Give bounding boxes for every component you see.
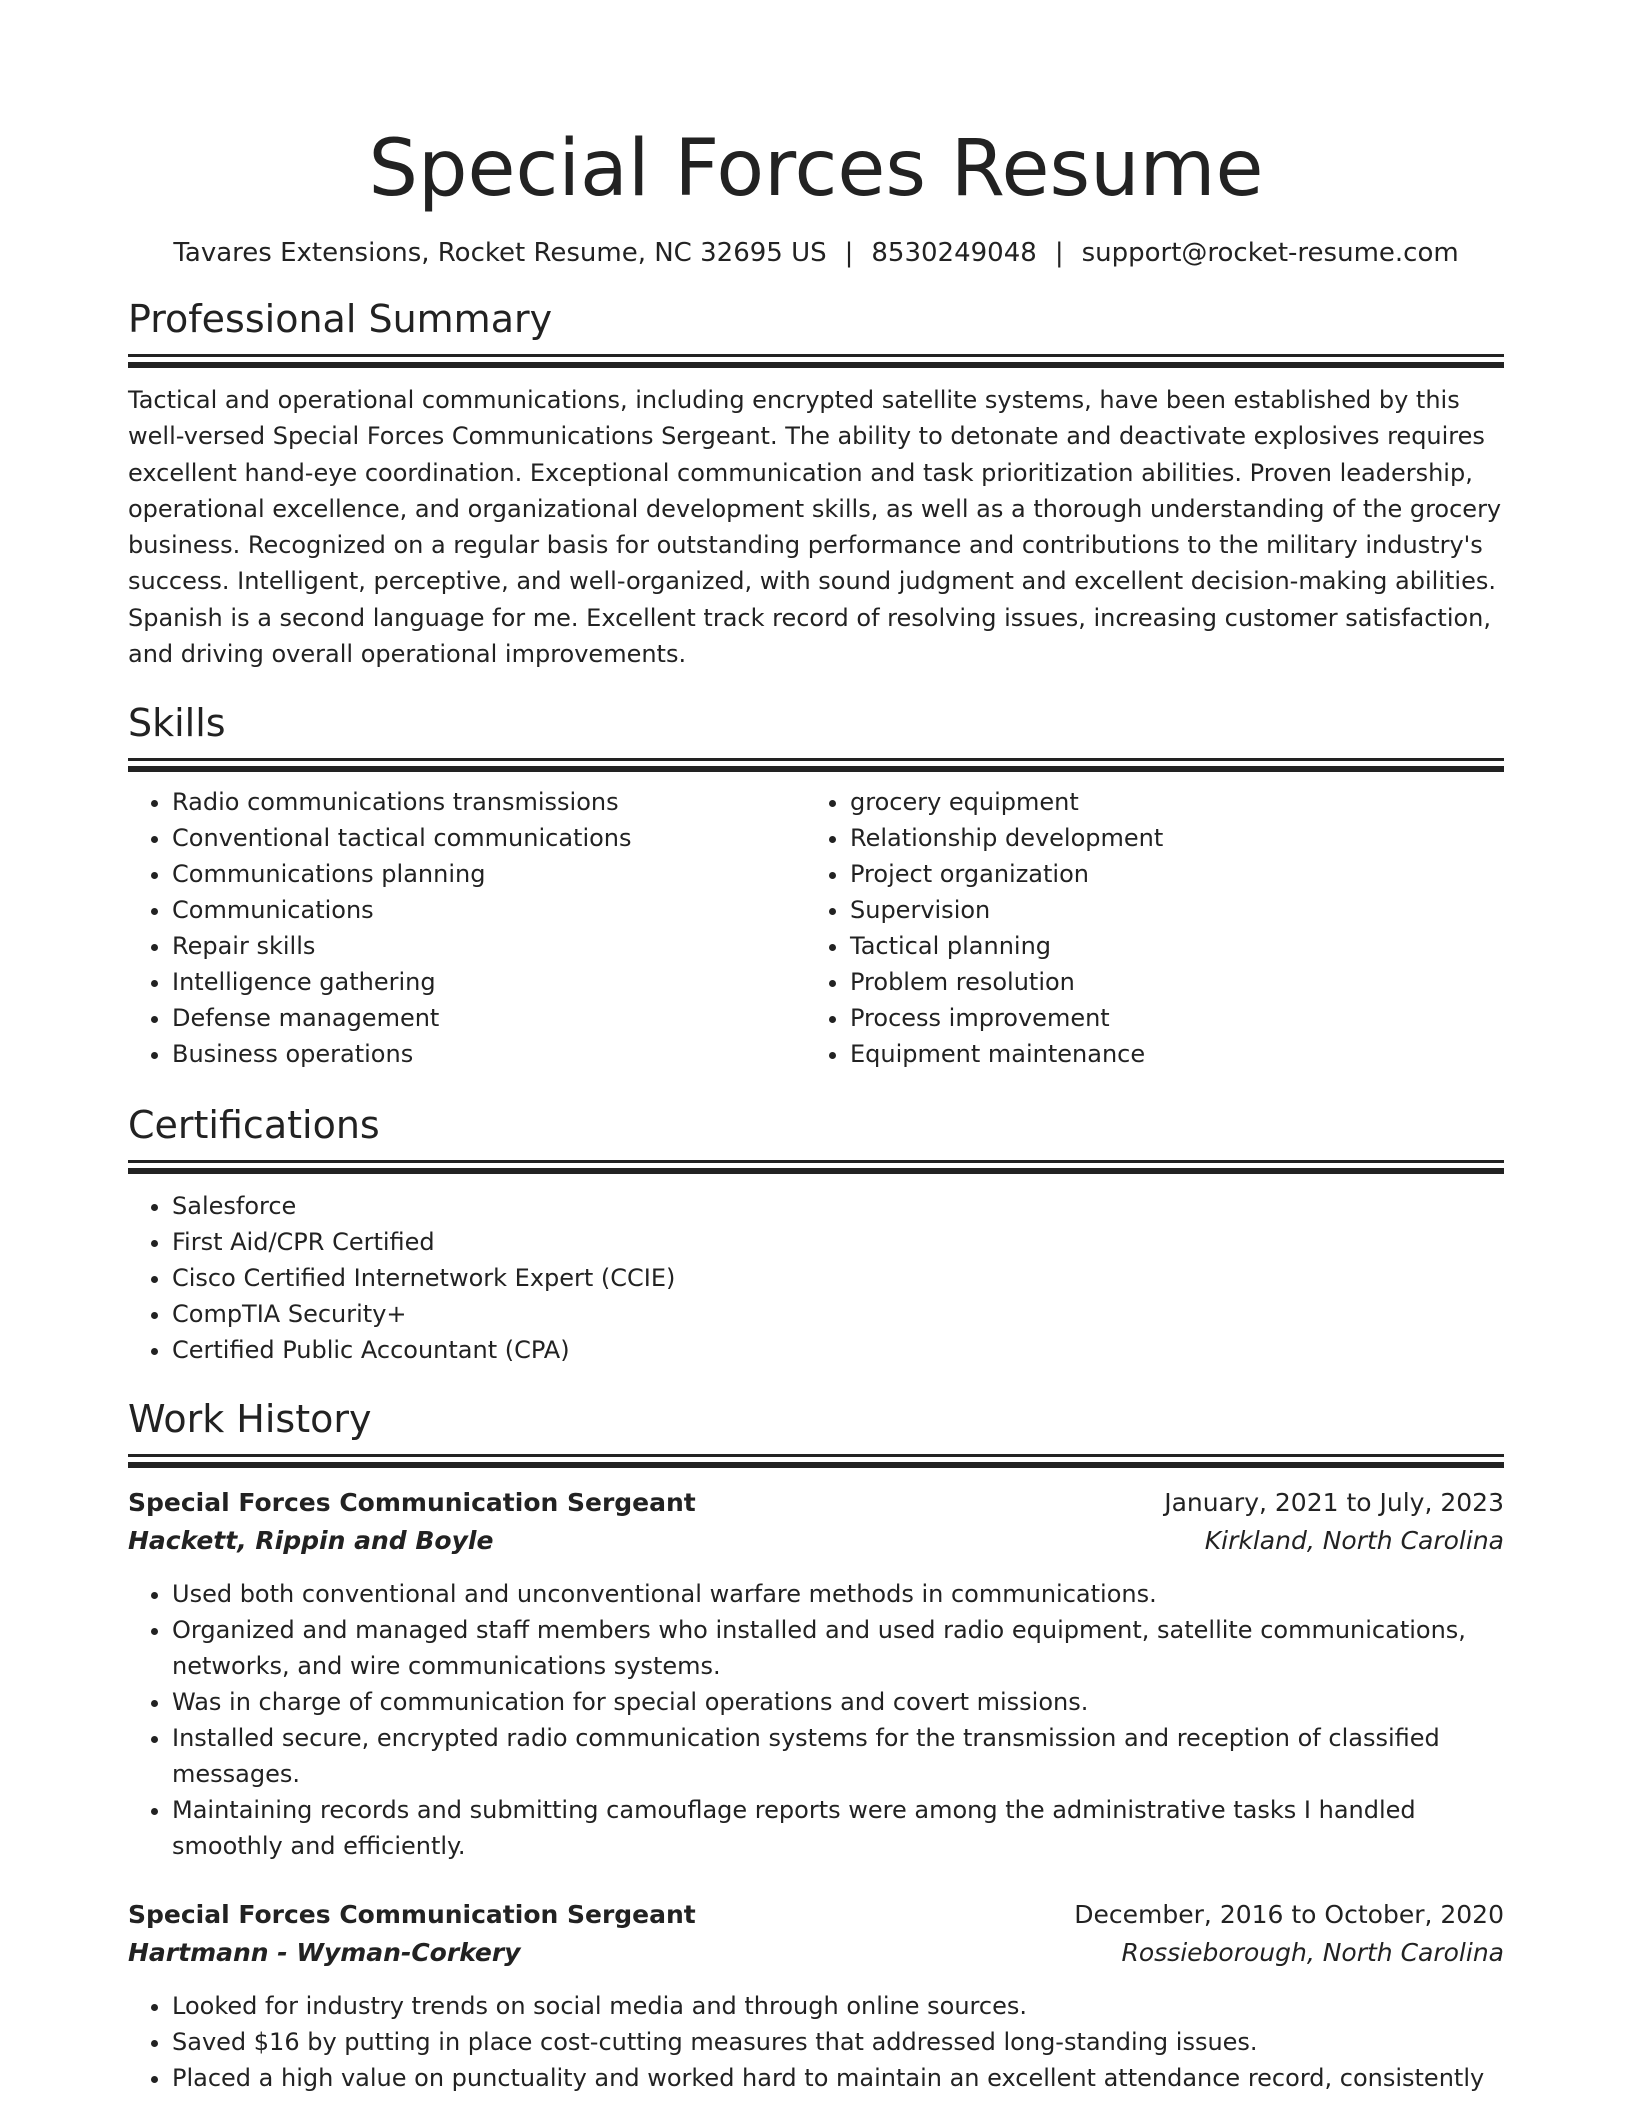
section-divider	[128, 354, 1504, 357]
certifications-section	[128, 1102, 1504, 1368]
job-duty-item: • Looked for industry trends on social media and through online sources.	[172, 1988, 1504, 2024]
certifications-list	[128, 1188, 1504, 1368]
certifications-heading: Certifications	[128, 1103, 380, 1148]
resume-title: Special Forces Resume	[368, 124, 1264, 214]
job-company: Hackett, Rippin and Boyle	[128, 1526, 494, 1556]
skills-heading: Skills	[128, 701, 226, 746]
certification-item: • Cisco Certified Internetwork Expert (CCIE)	[172, 1260, 1504, 1296]
job-duty-item: • Maintaining records and submitting camouflage reports were among the administrative tasks I handled smoothly and efficiently.	[172, 1792, 1504, 1864]
job-duty-item: • Was in charge of communication for special operations and covert missions.	[172, 1684, 1504, 1720]
summary-heading: Professional Summary	[128, 297, 553, 341]
job-entry	[128, 1896, 1504, 2096]
skills-section	[128, 700, 1504, 1072]
job-title: Special Forces Communication Sergeant	[128, 1488, 696, 1518]
skill-item: • Repair skills	[172, 928, 806, 964]
section-divider-thick	[128, 362, 1504, 368]
certification-item: • Certified Public Accountant (CPA)	[172, 1332, 1504, 1368]
skills-column-left	[128, 784, 806, 1072]
contact-phone: 8530249048	[871, 238, 1037, 268]
certification-item: • Salesforce	[172, 1188, 1504, 1224]
contact-line	[128, 236, 1504, 270]
job-header	[128, 1484, 1504, 1522]
contact-email: support@rocket-resume.com	[1081, 238, 1459, 268]
work-history-heading: Work History	[128, 1397, 372, 1442]
summary-section	[128, 296, 1504, 672]
job-entry	[128, 1484, 1504, 1864]
job-subheader	[128, 1522, 1504, 1560]
skills-grid	[128, 784, 1504, 1072]
skill-item: • Problem resolution	[850, 964, 1484, 1000]
skill-item: • Defense management	[172, 1000, 806, 1036]
skill-item: • Process improvement	[850, 1000, 1484, 1036]
job-duty-item: • Used both conventional and unconventional warfare methods in communications.	[172, 1576, 1504, 1612]
section-divider-thick	[128, 1462, 1504, 1468]
skill-item: • Tactical planning	[850, 928, 1484, 964]
job-header	[128, 1896, 1504, 1934]
job-subheader	[128, 1934, 1504, 1972]
section-divider-thick	[128, 1168, 1504, 1174]
job-duty-item: • Organized and managed staff members who installed and used radio equipment, satellite communications, networks, and wire communications systems.	[172, 1612, 1504, 1684]
skill-item: • Supervision	[850, 892, 1484, 928]
work-history-section	[128, 1396, 1504, 2096]
skill-item: • Project organization	[850, 856, 1484, 892]
section-divider	[128, 1160, 1504, 1163]
contact-separator: |	[1054, 238, 1064, 268]
skill-item: • Relationship development	[850, 820, 1484, 856]
skill-item: • Equipment maintenance	[850, 1036, 1484, 1072]
contact-address: Tavares Extensions, Rocket Resume, NC 32695 US	[173, 238, 827, 268]
skill-item: • Radio communications transmissions	[172, 784, 806, 820]
certification-item: • CompTIA Security+	[172, 1296, 1504, 1332]
job-duty-item: • Placed a high value on punctuality and worked hard to maintain an excellent attendance record, consistently	[172, 2060, 1504, 2096]
skill-item: • Intelligence gathering	[172, 964, 806, 1000]
section-divider	[128, 1454, 1504, 1457]
skills-column-right	[806, 784, 1484, 1072]
resume-page	[128, 0, 1504, 2096]
skill-item: • Communications planning	[172, 856, 806, 892]
job-location: Kirkland, North Carolina	[1204, 1526, 1504, 1556]
job-location: Rossieborough, North Carolina	[1121, 1938, 1504, 1968]
contact-separator: |	[844, 238, 854, 268]
skill-item: • Communications	[172, 892, 806, 928]
section-divider-thick	[128, 766, 1504, 772]
job-duty-item: • Installed secure, encrypted radio communication systems for the transmission and reception of classified messages.	[172, 1720, 1504, 1792]
certification-item: • First Aid/CPR Certified	[172, 1224, 1504, 1260]
summary-text: Tactical and operational communications, including encrypted satellite systems, have been established by this well-versed Special Forces Communications Sergeant. The ability to detonate and deactivate explosives requires excellent hand-eye coordination. Exceptional communication and task prioritization abilities. Proven leadership, operational excellence, and organizational development skills, as well as a thorough understanding of the grocery business. Recognized on a regular basis for outstanding performance and contributions to the military industry's success. Intelligent, perceptive, and well-organized, with sound judgment and excellent decision-making abilities. Spanish is a second language for me. Excellent track record of resolving issues, increasing customer satisfaction, and driving overall operational improvements.	[128, 386, 1502, 669]
job-dates: January, 2021 to July, 2023	[1164, 1488, 1504, 1518]
job-duty-item: • Saved $16 by putting in place cost-cutting measures that addressed long-standing issues.	[172, 2024, 1504, 2060]
skill-item: • Business operations	[172, 1036, 806, 1072]
job-duties-list	[128, 1988, 1504, 2096]
job-dates: December, 2016 to October, 2020	[1074, 1900, 1504, 1930]
skills-list-left	[128, 784, 806, 1072]
skills-list-right	[806, 784, 1484, 1072]
job-duties-list	[128, 1576, 1504, 1864]
skill-item: • Conventional tactical communications	[172, 820, 806, 856]
skill-item: • grocery equipment	[850, 784, 1484, 820]
job-title: Special Forces Communication Sergeant	[128, 1900, 696, 1930]
section-divider	[128, 758, 1504, 761]
job-company: Hartmann - Wyman-Corkery	[128, 1938, 521, 1968]
